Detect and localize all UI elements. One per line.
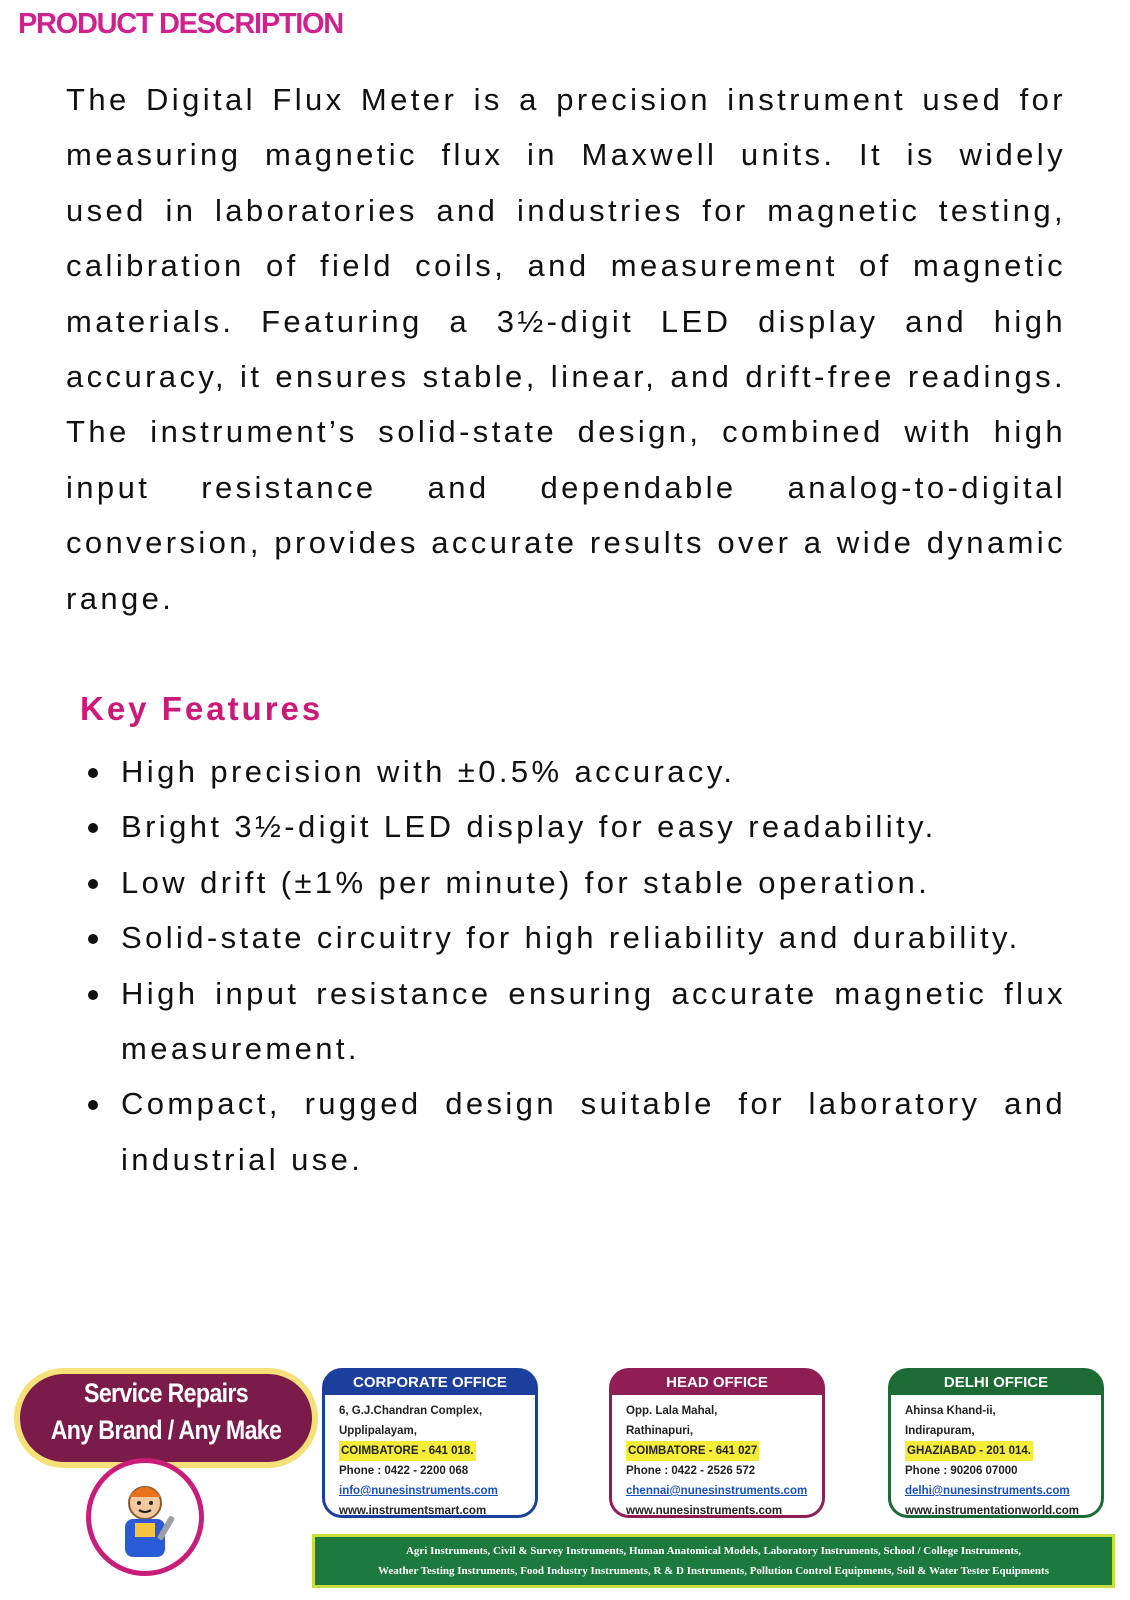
bullet-icon xyxy=(88,934,98,944)
bullet-icon xyxy=(88,990,98,1000)
banner-line-1: Agri Instruments, Civil & Survey Instruments, Human Anatomical Models, Laboratory Instruments, School / College Instruments, xyxy=(405,1545,1022,1557)
page-heading: PRODUCT DESCRIPTION xyxy=(18,8,343,40)
office-email-link[interactable]: info@nunesinstruments.com xyxy=(339,1485,498,1497)
office-city: COIMBATORE - 641 027 xyxy=(626,1441,759,1461)
service-line-1: Service Repairs xyxy=(84,1378,248,1408)
bullet-icon xyxy=(88,1100,98,1110)
office-address-line: Opp. Lala Mahal, xyxy=(626,1405,718,1417)
office-phone: Phone : 0422 - 2526 572 xyxy=(626,1465,756,1477)
office-card-corporate xyxy=(322,1368,538,1518)
office-card-delhi xyxy=(888,1368,1104,1518)
feature-item: Compact, rugged design suitable for laboratory and industrial use. xyxy=(66,1076,1066,1187)
office-phone: Phone : 0422 - 2200 068 xyxy=(339,1465,469,1477)
office-title: DELHI OFFICE xyxy=(891,1371,1101,1395)
feature-item: High precision with ±0.5% accuracy. xyxy=(66,744,1066,799)
office-website-link[interactable]: www.instrumentationworld.com xyxy=(905,1505,1079,1517)
office-card-head xyxy=(609,1368,825,1518)
bullet-icon xyxy=(88,823,98,833)
office-address-line: 6, G.J.Chandran Complex, xyxy=(339,1405,483,1417)
office-website-link[interactable]: www.nunesinstruments.com xyxy=(626,1505,783,1517)
office-email-link[interactable]: delhi@nunesinstruments.com xyxy=(905,1485,1070,1497)
office-city: COIMBATORE - 641 018. xyxy=(339,1441,476,1461)
key-features-title: Key Features xyxy=(80,690,324,727)
product-categories-banner xyxy=(312,1534,1115,1588)
banner-line-2: Weather Testing Instruments, Food Industry Instruments, R & D Instruments, Pollution Control Equipments, Soil & Water Tester Equipments xyxy=(378,1565,1049,1577)
office-address-line: Rathinapuri, xyxy=(626,1425,694,1437)
office-address-line: Upplipalayam, xyxy=(339,1425,417,1437)
office-address-line: Indirapuram, xyxy=(905,1425,975,1437)
office-address-line: Ahinsa Khand-ii, xyxy=(905,1405,996,1417)
office-email-link[interactable]: chennai@nunesinstruments.com xyxy=(626,1485,808,1497)
bullet-icon xyxy=(88,879,98,889)
feature-item: Bright 3½-digit LED display for easy readability. xyxy=(66,799,1066,854)
office-phone: Phone : 90206 07000 xyxy=(905,1465,1018,1477)
product-description: The Digital Flux Meter is a precision instrument used for measuring magnetic flux in Maxwell units. It is widely used in laboratories and industries for magnetic testing, calibration of field coils, and measurement of magnetic materials. Featuring a 3½-digit LED display and high accuracy, it ensures stable, linear, and drift-free readings. The instrument’s solid-state design, combined with high input resistance and dependable analog-to-digital conversion, provides accurate results over a wide dynamic range. xyxy=(66,82,1066,616)
feature-item: High input resistance ensuring accurate magnetic flux measurement. xyxy=(66,966,1066,1077)
mechanic-mascot-icon xyxy=(86,1458,204,1576)
service-line-2: Any Brand / Any Make xyxy=(50,1415,282,1445)
office-title: CORPORATE OFFICE xyxy=(325,1371,535,1395)
bullet-icon xyxy=(88,768,98,778)
office-title: HEAD OFFICE xyxy=(612,1371,822,1395)
office-website-link[interactable]: www.instrumentsmart.com xyxy=(339,1505,487,1517)
key-features-list xyxy=(66,744,1066,1187)
service-repairs-badge xyxy=(14,1368,318,1468)
feature-item: Solid-state circuitry for high reliability and durability. xyxy=(66,910,1066,965)
feature-item: Low drift (±1% per minute) for stable operation. xyxy=(66,855,1066,910)
office-city: GHAZIABAD - 201 014. xyxy=(905,1441,1033,1461)
